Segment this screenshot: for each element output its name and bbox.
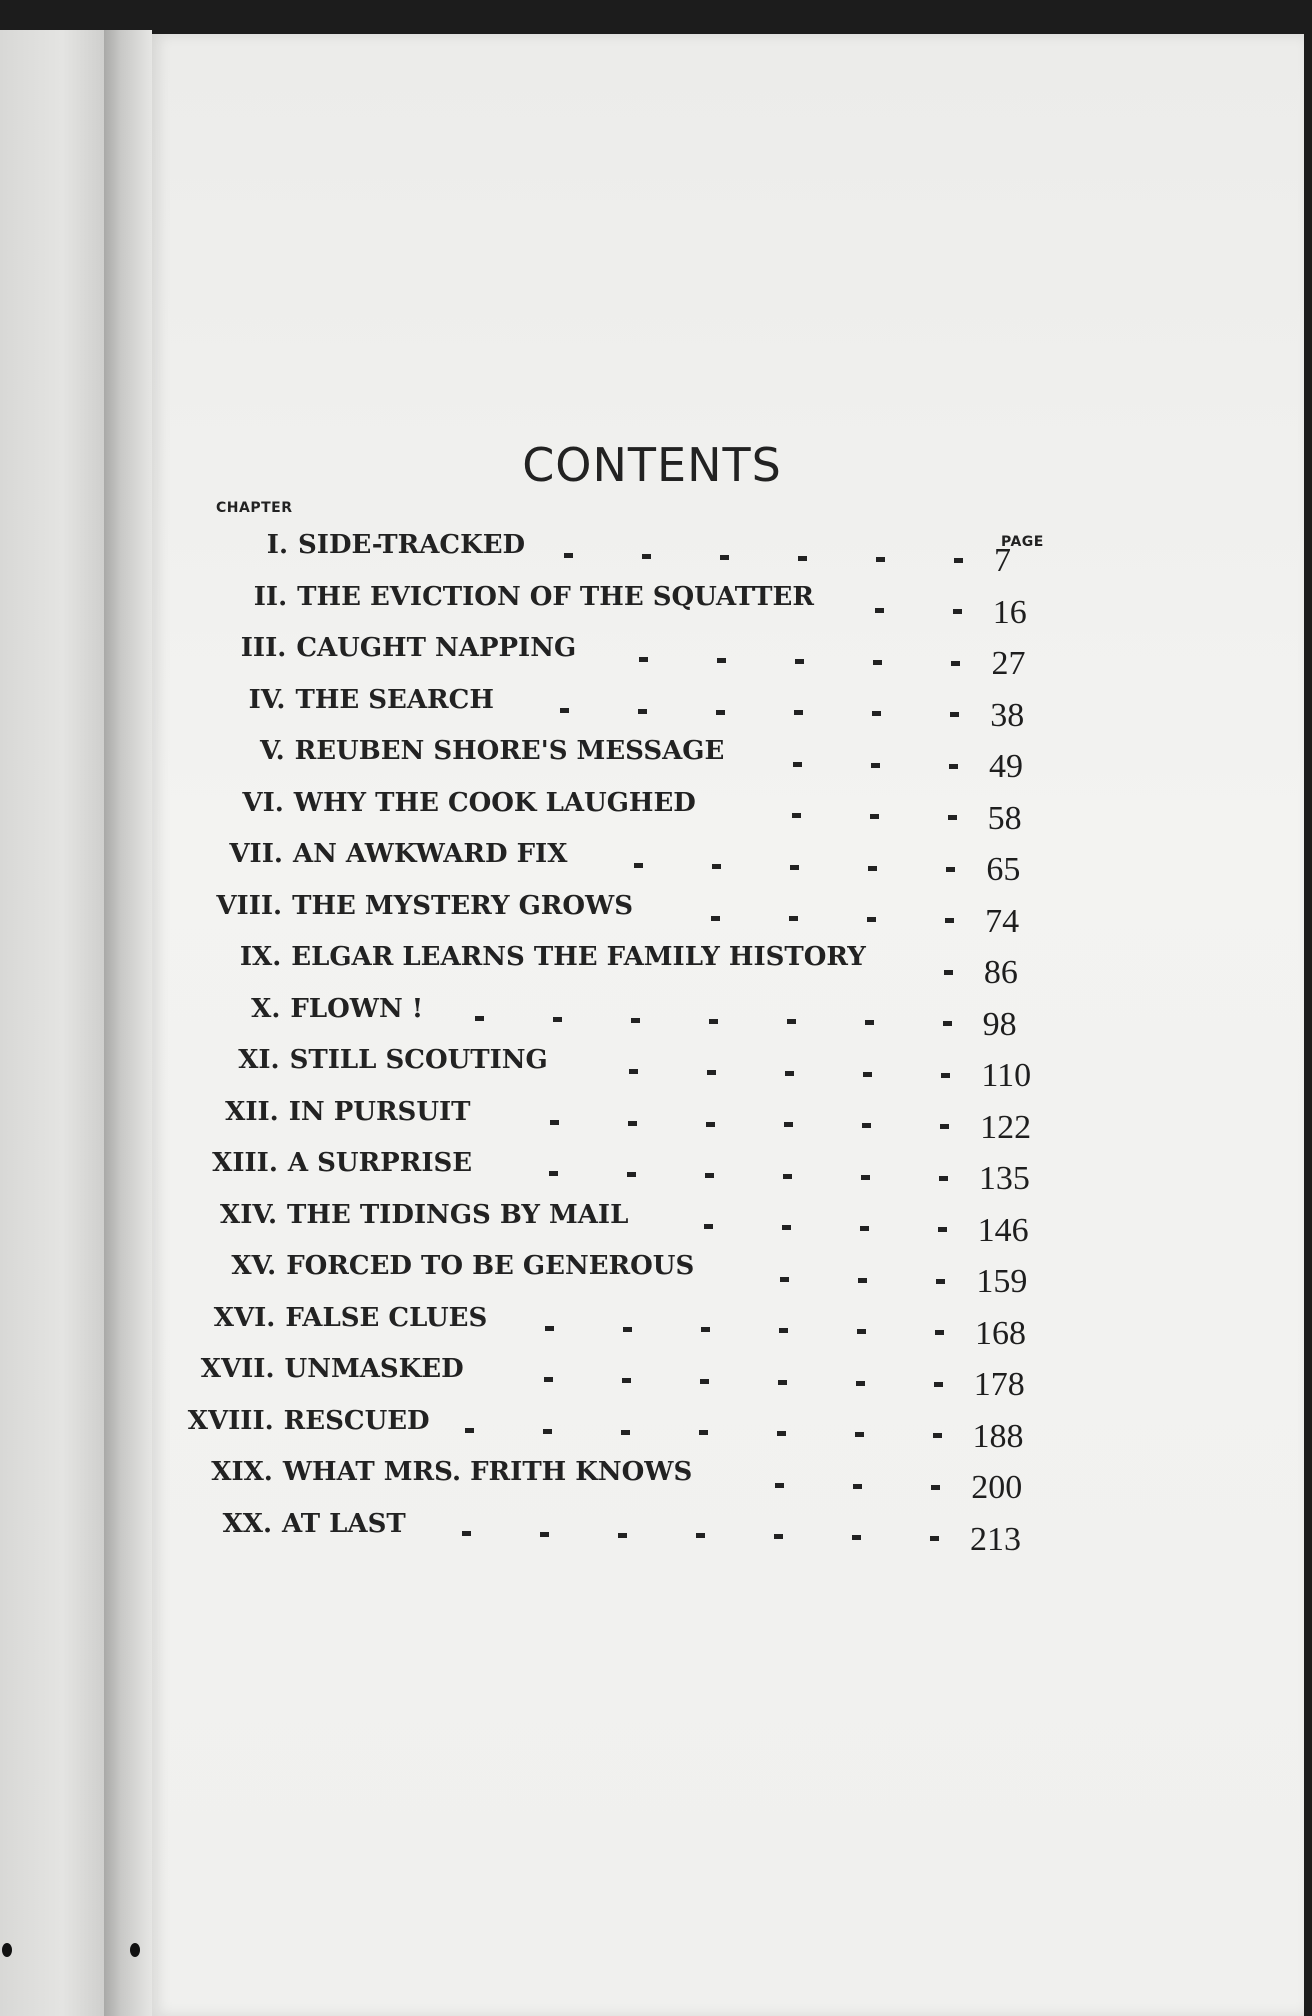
leader-dot <box>861 1175 870 1180</box>
leader-dot <box>782 1225 791 1230</box>
leader-dot <box>941 1073 950 1078</box>
chapter-page-number: 110 <box>981 1057 1032 1094</box>
page-blemish-mark <box>2 1943 12 1957</box>
chapter-number: XVI. <box>213 1302 276 1333</box>
leader-dot <box>540 1532 549 1537</box>
leader-dot <box>639 657 648 662</box>
chapter-number: XVII. <box>200 1354 275 1384</box>
leader-dot <box>618 1533 627 1538</box>
leader-dot <box>712 864 721 869</box>
leader-dot <box>716 710 725 715</box>
leader-dot <box>795 659 804 664</box>
leader-dot <box>855 1432 864 1437</box>
leader-dot <box>934 1382 943 1387</box>
leader-dot <box>775 1483 784 1488</box>
leader-dot <box>943 1021 952 1026</box>
chapter-page-number: 86 <box>983 954 1018 991</box>
leader-dot <box>720 555 729 560</box>
leader-dot <box>789 916 798 921</box>
chapter-title: AN AWKWARD FIX <box>292 839 568 869</box>
leader-dot <box>550 1120 559 1125</box>
leader-dot <box>930 1536 939 1541</box>
book-gutter <box>104 30 152 2016</box>
leader-dot <box>622 1378 631 1383</box>
chapter-number: XI. <box>238 1045 280 1075</box>
leader-dot <box>701 1327 710 1332</box>
leader-dot <box>935 1330 944 1335</box>
leader-dot <box>706 1122 715 1127</box>
leader-dot <box>475 1016 484 1021</box>
chapter-page-number: 146 <box>977 1211 1029 1249</box>
chapter-title: WHY THE COOK LAUGHED <box>293 787 696 818</box>
leader-dot <box>629 1069 638 1074</box>
leader-dot <box>938 1227 947 1232</box>
chapter-page-number: 16 <box>992 593 1027 631</box>
chapter-title: IN PURSUIT <box>288 1096 471 1127</box>
leader-dot <box>709 1019 718 1024</box>
leader-dot <box>717 658 726 663</box>
chapter-title: FLOWN ! <box>290 993 424 1024</box>
chapter-title: WHAT MRS. FRITH KNOWS <box>282 1457 693 1487</box>
chapter-page-number: 213 <box>970 1520 1021 1558</box>
leader-dot <box>939 1176 948 1181</box>
leader-dot <box>696 1533 705 1538</box>
chapter-page-number: 178 <box>973 1366 1025 1403</box>
leader-dot <box>704 1224 713 1229</box>
chapter-page-number: 122 <box>980 1108 1032 1146</box>
leader-dot <box>950 712 959 717</box>
leader-dot <box>784 1122 793 1127</box>
contents-page <box>152 34 1304 2016</box>
leader-dot <box>949 764 958 769</box>
chapter-title: FALSE CLUES <box>285 1302 488 1333</box>
leader-dot <box>875 608 884 613</box>
leader-dot <box>857 1329 866 1334</box>
page-blemish-mark <box>130 1943 140 1957</box>
chapter-column-header: CHAPTER <box>216 500 293 516</box>
chapter-title: UNMASKED <box>284 1354 464 1384</box>
leader-dot <box>876 557 885 562</box>
chapter-number: III. <box>240 633 287 663</box>
leader-dot <box>634 863 643 868</box>
leader-dot <box>631 1018 640 1023</box>
leader-dot <box>700 1379 709 1384</box>
chapter-title: FORCED TO BE GENEROUS <box>286 1251 695 1281</box>
leader-dot <box>543 1429 552 1434</box>
leader-dot <box>628 1121 637 1126</box>
chapter-title: ELGAR LEARNS THE FAMILY HISTORY <box>291 942 866 972</box>
leader-dot <box>931 1485 940 1490</box>
leader-dot <box>871 763 880 768</box>
leader-dot <box>933 1433 942 1438</box>
chapter-title: THE TIDINGS BY MAIL <box>287 1199 629 1230</box>
leader-dot <box>638 709 647 714</box>
table-of-contents <box>152 34 1304 1634</box>
leader-dot <box>777 1431 786 1436</box>
leader-dot <box>627 1172 636 1177</box>
chapter-number: XIX. <box>211 1457 273 1487</box>
leader-dot <box>623 1327 632 1332</box>
leader-dot <box>549 1171 558 1176</box>
leader-dot <box>787 1019 796 1024</box>
chapter-page-number: 7 <box>994 542 1011 579</box>
leader-dot <box>785 1071 794 1076</box>
chapter-title: RESCUED <box>283 1405 430 1436</box>
leader-dot <box>945 918 954 923</box>
leader-dot <box>936 1279 945 1284</box>
leader-dot <box>560 708 569 713</box>
leader-dot <box>944 970 953 975</box>
chapter-page-number: 135 <box>978 1160 1030 1197</box>
chapter-page-number: 200 <box>971 1469 1023 1506</box>
chapter-title: CAUGHT NAPPING <box>296 633 577 663</box>
leader-dot <box>462 1531 471 1536</box>
chapter-number: X. <box>251 993 281 1024</box>
leader-dot <box>856 1381 865 1386</box>
facing-page-edge <box>0 30 104 2016</box>
leader-dot <box>798 556 807 561</box>
chapter-number: IV. <box>248 684 286 715</box>
chapter-number: XII. <box>225 1096 279 1127</box>
chapter-page-number: 58 <box>987 799 1022 837</box>
leader-dot <box>553 1017 562 1022</box>
leader-dot <box>544 1377 553 1382</box>
leader-dot <box>860 1226 869 1231</box>
leader-dot <box>780 1277 789 1282</box>
leader-dot <box>867 917 876 922</box>
leader-dot <box>465 1428 474 1433</box>
leader-dot <box>946 867 955 872</box>
leader-dot <box>794 710 803 715</box>
chapter-number: XVIII. <box>187 1405 274 1436</box>
chapter-title: THE SEARCH <box>295 684 494 715</box>
chapter-number: II. <box>253 581 288 612</box>
leader-dot <box>858 1278 867 1283</box>
leader-dot <box>853 1484 862 1489</box>
leader-dot <box>711 916 720 921</box>
chapter-number: XIV. <box>220 1199 278 1230</box>
leader-dot <box>868 866 877 871</box>
page-title: CONTENTS <box>522 438 782 492</box>
leader-dot <box>705 1173 714 1178</box>
leader-dot <box>790 865 799 870</box>
chapter-number: XIII. <box>212 1148 278 1178</box>
leader-dot <box>642 554 651 559</box>
chapter-page-number: 74 <box>985 902 1020 940</box>
leader-dot <box>779 1328 788 1333</box>
chapter-number: XX. <box>222 1508 272 1539</box>
chapter-page-number: 168 <box>975 1314 1027 1352</box>
leader-dot <box>778 1380 787 1385</box>
leader-dot <box>783 1174 792 1179</box>
leader-dot <box>707 1070 716 1075</box>
chapter-number: V. <box>259 736 285 766</box>
leader-dot <box>699 1430 708 1435</box>
chapter-title: STILL SCOUTING <box>289 1045 548 1075</box>
chapter-title: THE EVICTION OF THE SQUATTER <box>297 581 814 612</box>
chapter-page-number: 188 <box>972 1417 1024 1455</box>
leader-dot <box>953 609 962 614</box>
leader-dot <box>564 553 573 558</box>
chapter-number: VII. <box>229 839 283 869</box>
chapter-title: AT LAST <box>282 1508 406 1539</box>
leader-dot <box>873 660 882 665</box>
leader-dot <box>951 661 960 666</box>
leader-dot <box>545 1326 554 1331</box>
leader-dot <box>852 1535 861 1540</box>
chapter-number: IX. <box>239 942 282 972</box>
leader-dot <box>954 558 963 563</box>
leader-dot <box>774 1534 783 1539</box>
chapter-title: REUBEN SHORE'S MESSAGE <box>294 736 725 766</box>
chapter-title: SIDE-TRACKED <box>298 530 526 560</box>
leader-dot <box>870 814 879 819</box>
chapter-number: I. <box>266 530 288 560</box>
page-column-header: PAGE <box>1001 534 1044 550</box>
chapter-title: THE MYSTERY GROWS <box>292 890 634 921</box>
leader-dot <box>621 1430 630 1435</box>
leader-dot <box>865 1020 874 1025</box>
leader-dot <box>863 1072 872 1077</box>
leader-dot <box>872 711 881 716</box>
chapter-page-number: 65 <box>986 851 1021 888</box>
chapter-number: VI. <box>242 787 284 818</box>
chapter-page-number: 49 <box>988 748 1023 785</box>
leader-dot <box>792 813 801 818</box>
leader-dot <box>793 762 802 767</box>
chapter-title: A SURPRISE <box>287 1148 473 1178</box>
leader-dot <box>940 1124 949 1129</box>
chapter-page-number: 27 <box>991 645 1026 682</box>
chapter-number: XV. <box>231 1251 277 1281</box>
leader-dot <box>862 1123 871 1128</box>
chapter-page-number: 38 <box>990 696 1025 734</box>
chapter-page-number: 98 <box>982 1005 1017 1043</box>
leader-dot <box>948 815 957 820</box>
chapter-page-number: 159 <box>976 1263 1028 1300</box>
chapter-number: VIII. <box>216 890 283 921</box>
